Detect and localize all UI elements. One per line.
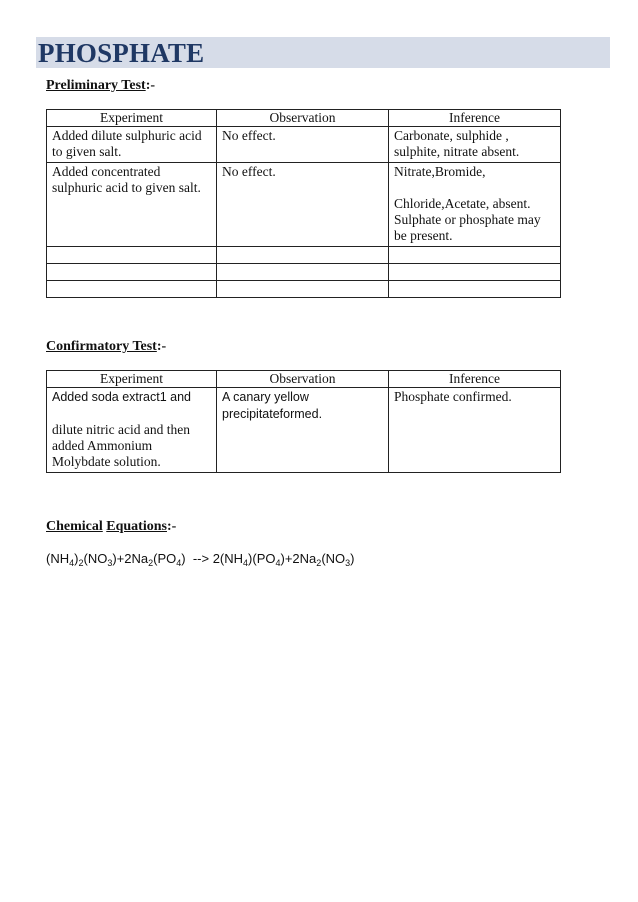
column-header-observation: Observation xyxy=(217,110,389,127)
observation-cell: No effect. xyxy=(217,127,389,163)
inference-cell: Carbonate, sulphide , sulphite, nitrate absent. xyxy=(389,127,561,163)
confirmatory-test-suffix: :- xyxy=(156,339,167,354)
table-row xyxy=(47,127,561,163)
page-title: PHOSPHATE xyxy=(38,38,205,68)
equation-subscript: 2 xyxy=(316,558,322,568)
equation-part: )(PO xyxy=(248,551,276,566)
equation-subscript: 4 xyxy=(176,558,182,568)
equation-subscript: 2 xyxy=(148,558,154,568)
table-header-row xyxy=(47,110,561,127)
experiment-cell xyxy=(47,388,217,473)
column-header-experiment: Experiment xyxy=(47,110,217,127)
equation-part: ) xyxy=(350,551,355,566)
equation-part: ) --> 2(NH xyxy=(181,551,244,566)
empty-table-row xyxy=(47,264,561,281)
line-gap xyxy=(52,406,211,422)
equation-subscript: 4 xyxy=(69,558,75,568)
confirmatory-test-table xyxy=(46,370,561,473)
line-gap xyxy=(394,180,555,196)
column-header-inference: Inference xyxy=(389,371,561,388)
equation-subscript: 2 xyxy=(78,558,84,568)
empty-table-row xyxy=(47,281,561,298)
table-row xyxy=(47,388,561,473)
table-row xyxy=(47,163,561,247)
empty-table-row xyxy=(47,247,561,264)
equation-part: (NO xyxy=(83,551,108,566)
chemical-equation xyxy=(46,551,355,567)
equation-part: )+2Na xyxy=(280,551,317,566)
column-header-inference: Inference xyxy=(389,110,561,127)
equation-subscript: 4 xyxy=(275,558,281,568)
experiment-line: Added soda extract1 and xyxy=(52,390,191,404)
preliminary-test-label: Preliminary Test xyxy=(46,78,146,93)
equation-subscript: 3 xyxy=(107,558,113,568)
chemical-equations-heading xyxy=(46,519,176,535)
inference-line: Nitrate,Bromide, xyxy=(394,164,486,179)
observation-cell: A canary yellow precipitateformed. xyxy=(217,388,389,473)
preliminary-test-heading xyxy=(46,78,155,94)
table-header-row xyxy=(47,371,561,388)
title-bar xyxy=(36,37,610,68)
inference-cell xyxy=(389,163,561,247)
equation-subscript: 3 xyxy=(345,558,351,568)
preliminary-test-table xyxy=(46,109,561,298)
equation-part: (NO xyxy=(321,551,346,566)
confirmatory-test-heading xyxy=(46,339,166,355)
experiment-cell: Added concentrated sulphuric acid to given salt. xyxy=(47,163,217,247)
chemical-label: Chemical xyxy=(46,519,103,534)
equations-label: Equations xyxy=(106,519,167,534)
equation-part: (NH xyxy=(46,551,70,566)
inference-cell: Phosphate confirmed. xyxy=(389,388,561,473)
column-header-observation: Observation xyxy=(217,371,389,388)
confirmatory-test-label: Confirmatory Test xyxy=(46,339,157,354)
preliminary-test-suffix: :- xyxy=(145,78,156,93)
observation-cell: No effect. xyxy=(217,163,389,247)
equation-part: (PO xyxy=(153,551,177,566)
equation-part: ) xyxy=(74,551,79,566)
column-header-experiment: Experiment xyxy=(47,371,217,388)
equation-subscript: 4 xyxy=(243,558,249,568)
equation-part: )+2Na xyxy=(112,551,149,566)
inference-line: Chloride,Acetate, absent. Sulphate or phosphate may be present. xyxy=(394,196,541,243)
chemical-equations-suffix: :- xyxy=(166,519,177,534)
experiment-line: dilute nitric acid and then added Ammonium Molybdate solution. xyxy=(52,422,190,469)
experiment-cell: Added dilute sulphuric acid to given salt. xyxy=(47,127,217,163)
